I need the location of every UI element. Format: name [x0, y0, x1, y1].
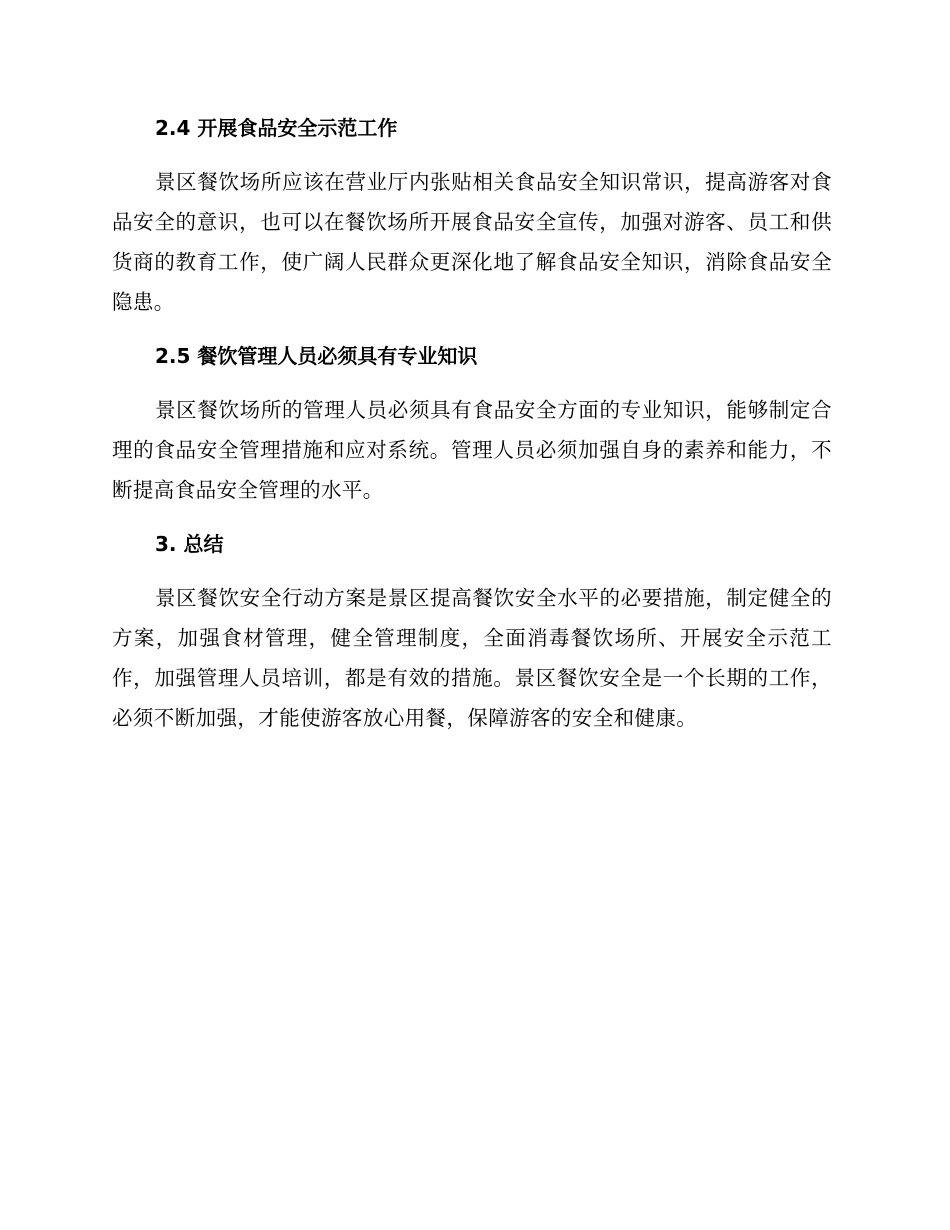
- document-body: [112, 108, 832, 752]
- section-2-5: [112, 336, 832, 510]
- section-paragraph: 景区餐饮场所的管理人员必须具有食品安全方面的专业知识，能够制定合理的食品安全管理措施和应对系统。管理人员必须加强自身的素养和能力，不断提高食品安全管理的水平。: [112, 398, 832, 502]
- section-heading: 3. 总结: [155, 532, 224, 556]
- section-heading: 2.4 开展食品安全示范工作: [155, 116, 398, 140]
- section-heading: 2.5 餐饮管理人员必须具有专业知识: [155, 344, 478, 368]
- section-paragraph: 景区餐饮场所应该在营业厅内张贴相关食品安全知识常识，提高游客对食品安全的意识，也可以在餐饮场所开展食品安全宣传，加强对游客、员工和供货商的教育工作，使广阔人民群众更深化地了解食品安全知识，消除食品安全隐患。: [112, 170, 832, 314]
- section-3-summary: [112, 524, 832, 738]
- section-paragraph: 景区餐饮安全行动方案是景区提高餐饮安全水平的必要措施，制定健全的方案，加强食材管理，健全管理制度，全面消毒餐饮场所、开展安全示范工作，加强管理人员培训，都是有效的措施。景区餐饮安全是一个长期的工作，必须不断加强，才能使游客放心用餐，保障游客的安全和健康。: [112, 586, 832, 730]
- section-2-4: [112, 108, 832, 322]
